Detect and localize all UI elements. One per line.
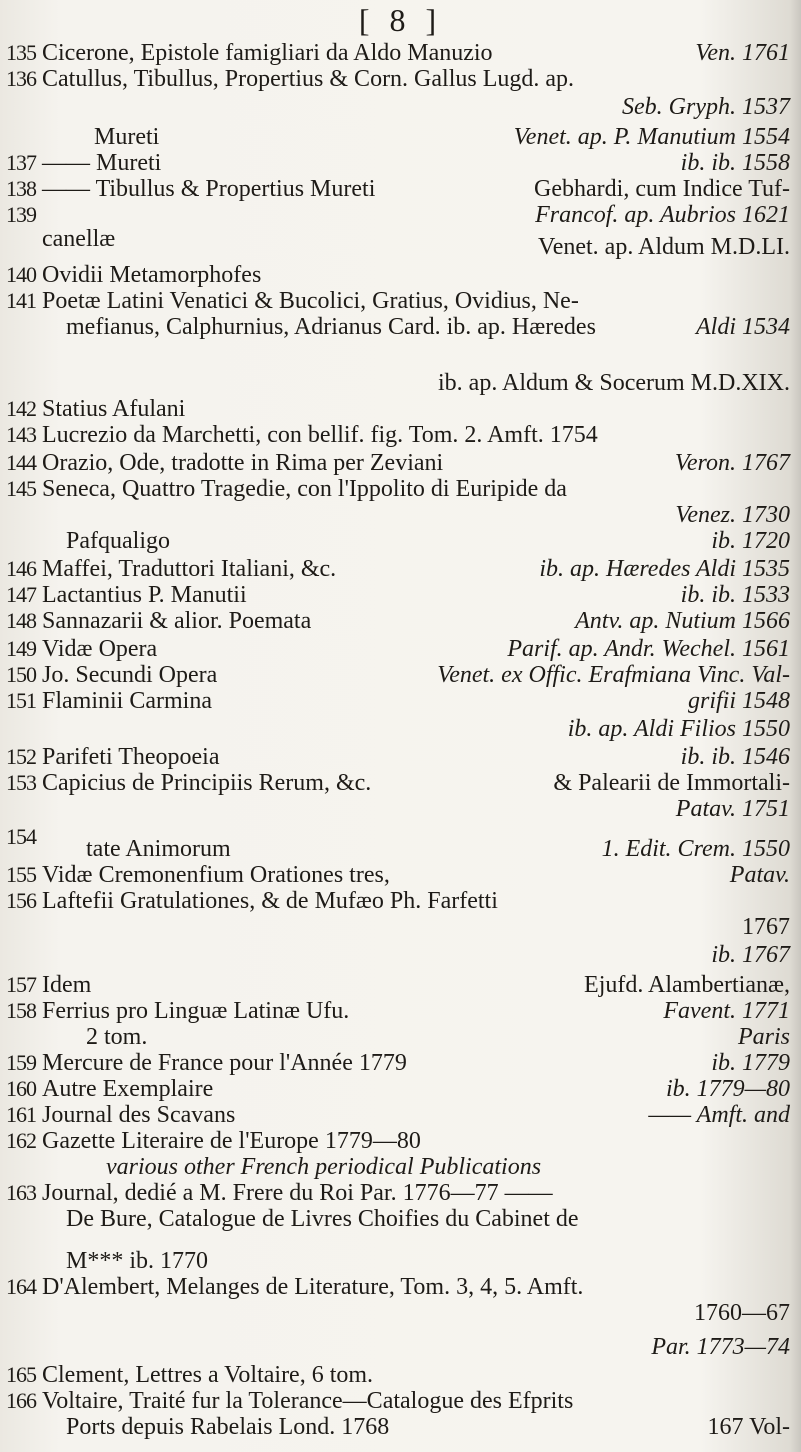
entry-imprint: ib. ap. Aldi Filios 1550 <box>567 716 790 742</box>
entry-title: Ferrius pro Linguæ Latinæ Ufu. <box>42 998 350 1024</box>
entry-number: 164 <box>6 1274 36 1299</box>
entry-title: 2 tom. <box>86 1024 148 1050</box>
entry-number: 144 <box>6 450 36 475</box>
entry-imprint: Venet. ap. P. Manutium 1554 <box>513 124 790 150</box>
entry-number: 141 <box>6 288 36 313</box>
entry-number: 136 <box>6 66 36 91</box>
entry-imprint: Patav. <box>729 862 790 888</box>
entry-title: Flaminii Carmina <box>42 688 212 714</box>
entry-title: tate Animorum <box>86 836 231 862</box>
entry-title: Lucrezio da Marchetti, con bellif. fig. Tom. 2. Amft. 1754 <box>42 422 598 448</box>
entry-number: 157 <box>6 972 36 997</box>
entry-title: Mureti <box>94 124 160 150</box>
entry-number: 138 <box>6 176 36 201</box>
entry-title: Seneca, Quattro Tragedie, con l'Ippolito di Euripide da <box>42 476 567 502</box>
entry-imprint: ib. 1779 <box>711 1050 790 1076</box>
entry-imprint: grifii 1548 <box>687 688 790 714</box>
entry-imprint: 1760—67 <box>694 1300 790 1326</box>
entry-number: 145 <box>6 476 36 501</box>
entry-imprint: 1. Edit. Crem. 1550 <box>601 836 790 862</box>
entry-number: 156 <box>6 888 36 913</box>
entry-imprint: Seb. Gryph. 1537 <box>622 94 790 120</box>
entry-number: 148 <box>6 608 36 633</box>
entry-imprint: Favent. 1771 <box>663 998 790 1024</box>
entry-number: 155 <box>6 862 36 887</box>
entry-title: Journal des Scavans <box>42 1102 236 1128</box>
entry-imprint: ib. 1720 <box>711 528 790 554</box>
entry-number: 161 <box>6 1102 36 1127</box>
entry-imprint: Ven. 1761 <box>695 40 790 66</box>
entry-title: D'Alembert, Melanges de Literature, Tom. 3, 4, 5. Amft. <box>42 1274 584 1300</box>
catalogue-entry <box>6 820 796 862</box>
catalogue-entry <box>6 90 796 124</box>
entry-imprint: Paris <box>737 1024 790 1050</box>
entry-imprint: Antv. ap. Nutium 1566 <box>575 608 790 634</box>
entry-number: 137 <box>6 150 36 175</box>
entry-imprint: ib. ap. Hæredes Aldi 1535 <box>539 556 790 582</box>
entry-number: 143 <box>6 422 36 447</box>
entry-imprint: Aldi 1534 <box>696 314 790 340</box>
entry-number: 142 <box>6 396 36 421</box>
entry-title: —— Mureti <box>42 150 162 176</box>
entry-imprint: Veron. 1767 <box>674 450 790 476</box>
entry-number: 153 <box>6 770 36 795</box>
entry-title: Mercure de France pour l'Année 1779 <box>42 1050 407 1076</box>
entry-number: 160 <box>6 1076 36 1101</box>
entry-title: —— Tibullus & Propertius Mureti <box>42 176 376 202</box>
entry-title: Vidæ Opera <box>42 636 158 662</box>
entry-imprint: ib. 1779—80 <box>665 1076 790 1102</box>
entry-title: Orazio, Ode, tradotte in Rima per Zeviani <box>42 450 444 476</box>
entry-title: Clement, Lettres a Voltaire, 6 tom. <box>42 1362 374 1388</box>
entry-imprint: Ejufd. Alambertianæ, <box>584 972 790 998</box>
entry-title: Catullus, Tibullus, Propertius & Corn. Gallus Lugd. ap. <box>42 66 575 92</box>
entry-number: 146 <box>6 556 36 581</box>
entry-imprint: —— Amft. and <box>648 1102 790 1128</box>
entry-imprint: ib. 1767 <box>711 942 790 968</box>
entry-imprint: & Palearii de Immortali- <box>553 770 790 796</box>
catalogue-entry <box>6 1202 796 1236</box>
entry-title: canellæ <box>42 226 116 252</box>
entry-imprint: Venet. ex Offic. Erafmiana Vinc. Val- <box>437 662 790 688</box>
entry-title: Autre Exemplaire <box>42 1076 214 1102</box>
entry-imprint: ib. ap. Aldum & Socerum M.D.XIX. <box>438 370 790 396</box>
entry-imprint: Venet. ap. Aldum M.D.LI. <box>538 234 790 260</box>
entry-title: Maffei, Traduttori Italiani, &c. <box>42 556 337 582</box>
entry-imprint: ib. ib. 1533 <box>680 582 790 608</box>
entry-number: 149 <box>6 636 36 661</box>
catalogue-entry <box>6 884 796 940</box>
entry-number: 154 <box>6 824 36 849</box>
entry-imprint: Francof. ap. Aubrios 1621 <box>535 202 790 228</box>
entry-number: 158 <box>6 998 36 1023</box>
entry-title: various other French periodical Publications <box>106 1154 542 1180</box>
entry-title: Ovidii Metamorphofes <box>42 262 262 288</box>
catalogue-entry <box>6 1410 796 1444</box>
entry-imprint: Venez. 1730 <box>675 502 790 528</box>
entry-title: Jo. Secundi Opera <box>42 662 218 688</box>
entry-title: Journal, dedié a M. Frere du Roi Par. 1776—77 —— <box>42 1180 553 1206</box>
entry-title: Gazette Literaire de l'Europe 1779—80 <box>42 1128 421 1154</box>
entry-number: 152 <box>6 744 36 769</box>
entry-number: 163 <box>6 1180 36 1205</box>
catalogue-entry <box>6 938 796 972</box>
entry-number: 147 <box>6 582 36 607</box>
entry-title: Pafqualigo <box>66 528 170 554</box>
entry-title: Laftefii Gratulationes, & de Mufæo Ph. Farfetti <box>42 888 498 914</box>
entry-number: 135 <box>6 40 36 65</box>
entry-imprint: ib. ib. 1546 <box>680 744 790 770</box>
entry-number: 166 <box>6 1388 36 1413</box>
entry-imprint: Gebhardi, cum Indice Tuf- <box>534 176 790 202</box>
entry-number: 139 <box>6 202 36 227</box>
entry-number: 140 <box>6 262 36 287</box>
entry-title: Sannazarii & alior. Poemata <box>42 608 312 634</box>
catalogue-entry <box>6 310 796 344</box>
entry-imprint: Par. 1773—74 <box>651 1334 790 1360</box>
entry-title: mefianus, Calphurnius, Adrianus Card. ib. ap. Hæredes <box>66 314 596 340</box>
entry-title: Voltaire, Traité fur la Tolerance—Catalogue des Efprits <box>42 1388 574 1414</box>
entry-title: Lactantius P. Manutii <box>42 582 247 608</box>
entry-title: Parifeti Theopoeia <box>42 744 220 770</box>
entry-number: 162 <box>6 1128 36 1153</box>
page-number-header: [ 8 ] <box>358 2 443 38</box>
entry-title: Vidæ Cremonenfium Orationes tres, <box>42 862 390 888</box>
entry-title: Capicius de Principiis Rerum, &c. <box>42 770 372 796</box>
entry-imprint: 1767 <box>742 914 790 940</box>
entry-imprint: Parif. ap. Andr. Wechel. 1561 <box>507 636 790 662</box>
entry-number: 150 <box>6 662 36 687</box>
entry-imprint: Patav. 1751 <box>675 796 790 822</box>
entry-title: Cicerone, Epistole famigliari da Aldo Manuzio <box>42 40 493 66</box>
entry-imprint: ib. ib. 1558 <box>680 150 790 176</box>
entry-title: Statius Afulani <box>42 396 186 422</box>
entry-title: Idem <box>42 972 92 998</box>
entry-title: Ports depuis Rabelais Lond. 1768 <box>66 1414 390 1440</box>
entry-number: 165 <box>6 1362 36 1387</box>
entry-title: Poetæ Latini Venatici & Bucolici, Gratius, Ovidius, Ne- <box>42 288 579 314</box>
catalogue-entry <box>6 1296 796 1330</box>
entry-number: 151 <box>6 688 36 713</box>
entry-imprint: 167 Vol- <box>707 1414 790 1440</box>
entry-title: De Bure, Catalogue de Livres Choifies du Cabinet de <box>66 1206 579 1232</box>
entry-number: 159 <box>6 1050 36 1075</box>
entry-title: M*** ib. 1770 <box>66 1248 209 1274</box>
